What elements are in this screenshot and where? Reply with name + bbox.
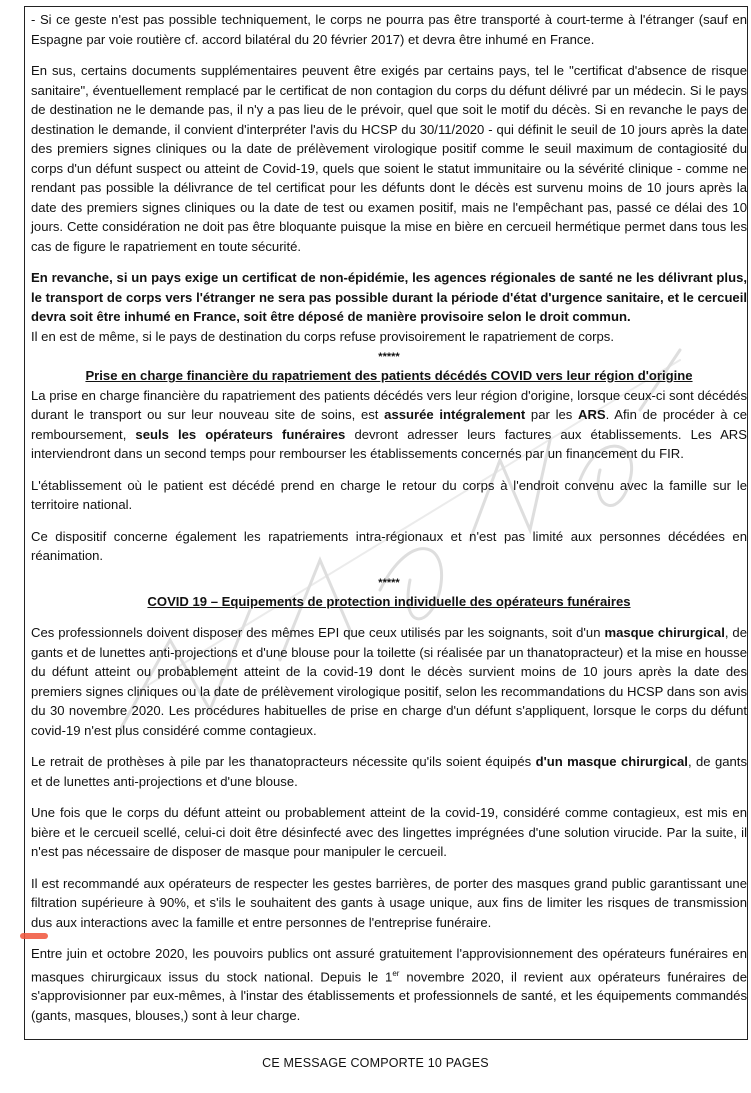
bold-text: masque chirurgical (604, 625, 725, 640)
document-body (31, 10, 747, 1037)
section-separator: ***** (378, 351, 400, 363)
bold-text: seuls les opérateurs funéraires (135, 426, 346, 442)
marker-highlight (20, 933, 48, 939)
paragraph-approvisionnement (31, 944, 747, 1025)
text: Il en est de même, si le pays de destination du corps refuse provisoirement le rapatriement de corps. (31, 328, 614, 344)
bold-text: assurée intégralement (384, 407, 526, 422)
page-footer: CE MESSAGE COMPORTE 10 PAGES (262, 1056, 489, 1070)
section-heading-financement: Prise en charge financière du rapatriement des patients décédés COVID vers leur région d'origine (85, 368, 693, 383)
text: par les (525, 407, 579, 422)
paragraph-non-epidemie (31, 268, 747, 346)
text: . Afin de procéder à ce remboursement, (31, 407, 748, 442)
text: Entre juin et octobre 2020, les pouvoirs publics ont assuré gratuitement l'approvisionnement des opérateurs funéraires en masques chirurgicaux issus du stock national. Depuis le 1 (31, 946, 747, 984)
text: La prise en charge financière du rapatriement des patients décédés vers leur région d'origine, lorsque ceux-ci sont décédés durant le transport ou sur leur nouveau site de soins, est (31, 387, 747, 422)
superscript: er (392, 968, 400, 978)
text: devront adresser leurs factures aux établissements. Les ARS interviendront dans un second temps pour rembourser les établissements concernés par un financement du FIR. (31, 426, 747, 461)
section-heading-epi: COVID 19 – Equipements de protection individuelle des opérateurs funéraires (147, 593, 631, 609)
text: , de gants et de lunettes anti-projections et d'une blouse pour la toilette (si réalisée par un thanatopracteur) et la mise en housse du défunt atteint ou probablement atteint de la covid-19 dont le décès survient moins de 10 jours après la date des premiers signes cliniques ou la date de prélèvement virologique positif, selon les recommandations du HCSP dans son avis du 30 novembre 2020. Les procédures habituelles de prise en charge d'un défunt s'appliquent, lorsque le corps du défunt covid-19 n'est plus considéré comme contagieux. (31, 625, 747, 738)
bold-text: ARS (578, 407, 606, 422)
text: novembre 2020, il revient aux opérateurs funéraires de s'approvisionner par eux-mêmes, à l'instar des établissements et professionnels de santé, et les équipements commandés (gants, masques, blouses,) sont à leur charge. (31, 968, 748, 1023)
paragraph-certificats: En sus, certains documents supplémentaires peuvent être exigés par certains pays, tel le "certificat d'absence de risque sanitaire", éventuellement remplacé par le certificat de non contagion du corps du défunt délivré par un médecin. Si le pays de destination ne le demande pas, il n'y a pas lieu de le prévoir, quel que soit le motif du décès. Si en revanche le pays de destination le demande, il convient d'interpréter l'avis du HCSP du 30/11/2020 - qui définit le seuil de 10 jours après la date des premiers signes cliniques ou la date de prélèvement virologique positif comme le seuil maximum de contagiosité du corps d'un défunt suspect ou atteint de Covid-19, quels que soient le statut immunitaire ou la sévérité clinique - comme ne rendant pas possible la délivrance de tel certificat pour les défunts dont le décès est survenu moins de 10 jours après la date des premiers signes cliniques ou la date de test ou examen positif, mais ne l'empêchant pas, passé ce délai des 10 jours. Cette considération ne doit pas être bloquante puisque la mise en bière en cercueil hermétique permet dans tous les cas de figure le rapatriement en toute sécurité. (31, 63, 747, 254)
paragraph-prise-en-charge (31, 386, 747, 464)
text: , de gants et de lunettes anti-projections et d'une blouse. (31, 754, 747, 789)
bold-text: d'un masque chirurgical (535, 754, 688, 769)
paragraph-cercueil: Une fois que le corps du défunt atteint ou probablement atteint de la covid-19, considéré comme contagieux, est mis en bière et le cercueil scellé, celui-ci doit être désinfecté avec des lingettes imprégnées d'une solution virucide. Par la suite, il n'est pas nécessaire de disposer de masque pour manipuler le cercueil. (31, 805, 747, 859)
paragraph-gestes-barrieres: Il est recommandé aux opérateurs de respecter les gestes barrières, de porter des masques grand public garantissant une filtration supérieure à 90%, et s'ils le souhaitent des gants à usage unique, aux fins de limiter les risques de transmission dus aux interactions avec la famille et entre personnes de l'entreprise funéraire. (31, 875, 747, 930)
bold-text: En revanche, si un pays exige un certificat de non-épidémie, les agences régionales de santé ne les délivrant plus, le transport de corps vers l'étranger ne sera pas possible durant la période d'état d'urgence sanitaire, et le cercueil devra soit être inhumé en France, soit être déposé de manière provisoire selon le droit commun. (31, 270, 747, 324)
text: Ces professionnels doivent disposer des mêmes EPI que ceux utilisés par les soignants, soit d'un (31, 625, 605, 640)
text: Le retrait de prothèses à pile par les thanatopracteurs nécessite qu'ils soient équipés (31, 754, 536, 769)
paragraph-transport-limit: - Si ce geste n'est pas possible techniquement, le corps ne pourra pas être transporté à court-terme à l'étranger (sauf en Espagne par voie routière cf. accord bilatéral du 20 février 2017) et devra être inhumé en France. (31, 12, 747, 47)
paragraph-etablissement: L'établissement où le patient est décédé prend en charge le retour du corps à l'endroit convenu avec la famille sur le territoire national. (31, 477, 747, 512)
paragraph-protheses (31, 752, 747, 791)
paragraph-epi (31, 623, 747, 740)
section-separator: ***** (378, 576, 400, 589)
paragraph-dispositif: Ce dispositif concerne également les rapatriements intra-régionaux et n'est pas limité aux personnes décédées en réanimation. (31, 528, 747, 563)
